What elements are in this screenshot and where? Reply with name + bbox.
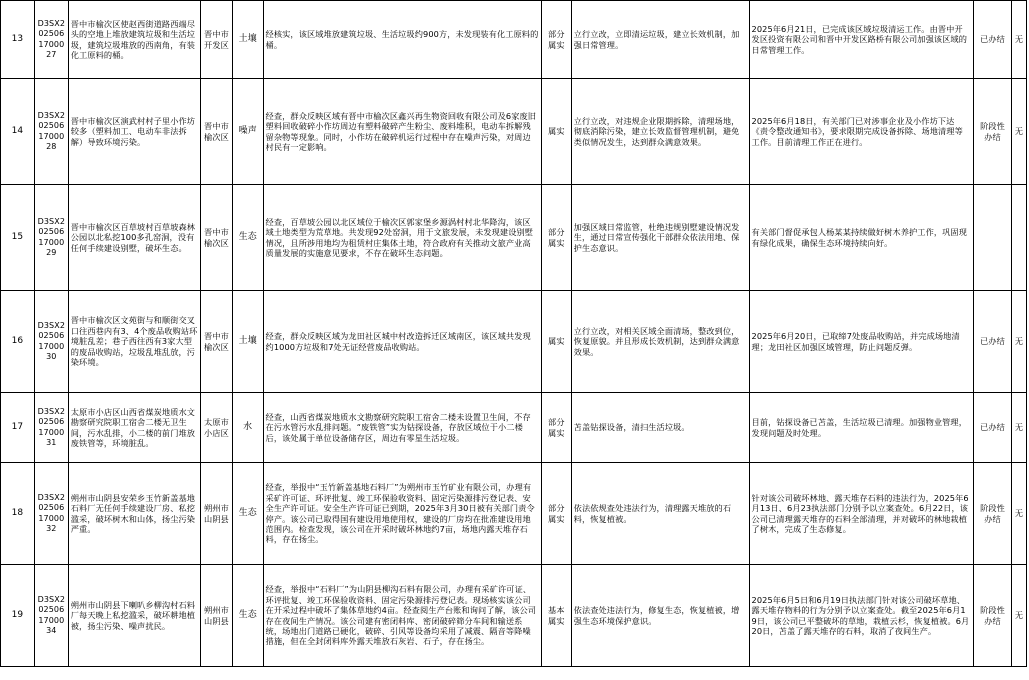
- row-number: 19: [1, 565, 35, 667]
- investigation-finding: 经查，山西省煤炭地质水文勘察研究院职工宿舍二楼未设置卫生间，不存在污水管污水乱排问题。“废铁管”实为钻探设备，存放区域位于小二楼后，该处属于单位设备储存区，周边有零星生活垃圾。: [263, 393, 541, 463]
- region: 晋中市开发区: [201, 1, 233, 79]
- pollution-type: 生态: [232, 185, 263, 291]
- accountability: 无: [1012, 291, 1027, 393]
- case-status: 阶段性办结: [974, 463, 1012, 565]
- verdict: 属实: [542, 291, 572, 393]
- rectification-progress: 2025年6月21日，已完成该区域垃圾清运工作。由晋中开发区投资有限公司和晋中开发区路桥有限公司加强该区域的日常管理工作。: [749, 1, 973, 79]
- verdict: 部分属实: [542, 463, 572, 565]
- investigation-finding: 经查，群众反映区域有晋中市榆次区鑫兴再生物资回收有限公司及6家废旧塑料回收破碎小作坊周边有塑料破碎产生粉尘、废料堆积，电动车拆解残留杂物等现象。同时，小作坊在破碎机运行过程中存在噪声污染，对周边村民有一定影响。: [263, 79, 541, 185]
- investigation-finding: 经查，百草坡公园以北区域位于榆次区郭家堡乡源涡村村北华降沟，该区域土地类型为荒草地。共发现92处窑洞，用于文旅发展，未发现建设别墅情况，且所涉用地均为租赁村庄集体土地，符合政府有关推动文旅产业高质量发展的实施意见要求，不存在破坏生态问题。: [263, 185, 541, 291]
- case-code: D3SX2025061700032: [34, 463, 68, 565]
- region: 朔州市山阴县: [201, 463, 233, 565]
- table-row: [1, 79, 1027, 185]
- row-number: 13: [1, 1, 35, 79]
- accountability: [1012, 185, 1027, 291]
- region: 晋中市榆次区: [201, 291, 233, 393]
- verdict: 属实: [542, 79, 572, 185]
- case-status: 阶段性办结: [974, 79, 1012, 185]
- region: 晋中市榆次区: [201, 79, 233, 185]
- pollution-type: 生态: [232, 565, 263, 667]
- pollution-type: 土壤: [232, 291, 263, 393]
- complaint-content: 朔州市山阴县下喇叭乡柳沟村石料厂每天晚上私挖滥采，破坏耕地植被，扬尘污染、噪声扰民。: [68, 565, 200, 667]
- rectification-progress: 针对该公司破坏林地、露天堆存石料的违法行为，2025年6月13日、6月23执法部门分别予以立案查处。6月22日，该公司已清理露天堆存的石料全部清理，并对破坏的林地栽植了树木，完成了生态修复。: [749, 463, 973, 565]
- case-code: D3SX2025061700031: [34, 393, 68, 463]
- investigation-finding: 经查，举报中“玉竹新盖基地石料厂”为朔州市玉竹矿业有限公司，办理有采矿许可证、环评批复、竣工环保验收资料、固定污染源排污登记表、安全生产许可证。安全生产许可证已到期，2025年3月30日被有关部门责令停产。该公司已取得国有建设用地使用权，建设的厂房均在批准建设用地范围内。检查发现，该公司在开采时破坏林地约7亩，场地内露天堆存石料，存在扬尘。: [263, 463, 541, 565]
- accountability: 无: [1012, 1, 1027, 79]
- row-number: 18: [1, 463, 35, 565]
- rectification-measures: 依法查处违法行为，修复生态，恢复植被，增强生态环境保护意识。: [571, 565, 749, 667]
- verdict: 部分属实: [542, 185, 572, 291]
- case-status: 已办结: [974, 393, 1012, 463]
- table-row: [1, 291, 1027, 393]
- table-row: [1, 185, 1027, 291]
- complaint-content: 晋中市榆次区演武村村子里小作坊较多（塑料加工、电动车非法拆解）导致环境污染。: [68, 79, 200, 185]
- investigation-finding: 经查，举报中“石料厂”为山阴县柳沟石料有限公司，办理有采矿许可证、环评批复、竣工环保验收资料、固定污染源排污登记表。现场核实该公司在开采过程中破坏了集体草地约4亩。经查阅生产台账和询问了解，该公司存在夜间生产情况。该公司建有密闭料库、密闭破碎筛分车间和输送系统，场地出门道路已硬化，破碎、引风等设备均采用了减震、隔音等降噪措施，但在全封闭料库外露天堆放石灰岩、石子，存在扬尘。: [263, 565, 541, 667]
- table-row: [1, 463, 1027, 565]
- rectification-measures: 立行立改，对违规企业限期拆除，清理场地，彻底消除污染，建立长效监督管理机制，避免类似情况发生，达到群众满意效果。: [571, 79, 749, 185]
- pollution-type: 噪声: [232, 79, 263, 185]
- row-number: 14: [1, 79, 35, 185]
- investigation-finding: 经查，群众反映区域为龙田社区城中村改造拆迁区域南区，该区域共发现约1000方垃圾和7处无证经营废品收购站。: [263, 291, 541, 393]
- rectification-measures: 立行立改，对相关区域全面清场，整改到位，恢复原貌。并且形成长效机制，达到群众满意效果。: [571, 291, 749, 393]
- rectification-progress: 2025年6月18日，有关部门已对涉事企业及小作坊下达《责令整改通知书》，要求限期完成设备拆除、场地清理等工作。目前清理工作正在进行。: [749, 79, 973, 185]
- accountability: 无: [1012, 79, 1027, 185]
- rectification-measures: 苫盖钻探设备，清扫生活垃圾。: [571, 393, 749, 463]
- rectification-measures: 依法依规查处违法行为，清理露天堆放的石料，恢复植被。: [571, 463, 749, 565]
- rectification-measures: 立行立改，立即清运垃圾，建立长效机制，加强日常管理。: [571, 1, 749, 79]
- pollution-type: 土壤: [232, 1, 263, 79]
- case-status: [974, 185, 1012, 291]
- row-number: 15: [1, 185, 35, 291]
- rectification-progress: 2025年6月5日和6月19日执法部门针对该公司破坏草地、露天堆存物料的行为分别予以立案查处。截至2025年6月19日，该公司已平整破坏的草地，栽植云杉，恢复植被。6月20日，苫盖了露天堆存的石料，取消了夜间生产。: [749, 565, 973, 667]
- region: 朔州市山阴县: [201, 565, 233, 667]
- verdict: 部分属实: [542, 1, 572, 79]
- case-status: 已办结: [974, 1, 1012, 79]
- investigation-finding: 经核实，该区域堆放建筑垃圾、生活垃圾约900方，未发现装有化工原料的桶。: [263, 1, 541, 79]
- rectification-progress: 目前，钻探设备已苫盖，生活垃圾已清理。加强物业管理，发现问题及时处理。: [749, 393, 973, 463]
- case-code: D3SX2025061700029: [34, 185, 68, 291]
- region: 晋中市榆次区: [201, 185, 233, 291]
- case-code: D3SX2025061700027: [34, 1, 68, 79]
- pollution-type: 水: [232, 393, 263, 463]
- region: 太原市小店区: [201, 393, 233, 463]
- complaint-content: 晋中市榆次区百草坡村百草坡森林公园以北私挖100多孔窑洞，没有任何手续建设别墅，破坏生态。: [68, 185, 200, 291]
- rectification-progress: 有关部门督促承包人杨某某持续做好树木养护工作，巩固现有绿化成果，确保生态环境持续向好。: [749, 185, 973, 291]
- verdict: 基本属实: [542, 565, 572, 667]
- table-row: [1, 565, 1027, 667]
- complaint-content: 太原市小店区山西省煤炭地质水文勘察研究院职工宿舍二楼无卫生间，污水乱排，小二楼的前门堆放废铁管等，环境脏乱。: [68, 393, 200, 463]
- rectification-progress: 2025年6月20日，已取缔7处废品收购站，并完成场地清理；龙田社区加强区域管理，防止问题反弹。: [749, 291, 973, 393]
- table-row: [1, 393, 1027, 463]
- row-number: 16: [1, 291, 35, 393]
- row-number: 17: [1, 393, 35, 463]
- table-row: [1, 1, 1027, 79]
- accountability: 无: [1012, 565, 1027, 667]
- complaint-content: 朔州市山阴县安荣乡玉竹新盖基地石料厂无任何手续建设厂房、私挖滥采，破坏树木和山体，扬尘污染严重。: [68, 463, 200, 565]
- accountability: 无: [1012, 463, 1027, 565]
- case-code: D3SX2025061700028: [34, 79, 68, 185]
- complaint-content: 晋中市榆次区使赵西街道路西端尽头的空地上堆放建筑垃圾和生活垃圾，建筑垃圾堆放的西南角，有装化工原料的桶。: [68, 1, 200, 79]
- pollution-type: 生态: [232, 463, 263, 565]
- case-code: D3SX2025061700034: [34, 565, 68, 667]
- table-body: [1, 1, 1027, 667]
- case-status: 阶段性办结: [974, 565, 1012, 667]
- rectification-measures: 加强区域日常监管，杜绝违规别墅建设情况发生，通过日常宣传强化干部群众依法用地、保护生态意识。: [571, 185, 749, 291]
- complaint-content: 晋中市榆次区文苑街与和顺街交叉口往西巷内有3、4个废品收购站环境脏乱差；巷子西往西有3家大型的废品收购站，垃圾乱堆乱放，污染环境。: [68, 291, 200, 393]
- accountability: 无: [1012, 393, 1027, 463]
- verdict: 部分属实: [542, 393, 572, 463]
- case-status: 已办结: [974, 291, 1012, 393]
- case-code: D3SX2025061700030: [34, 291, 68, 393]
